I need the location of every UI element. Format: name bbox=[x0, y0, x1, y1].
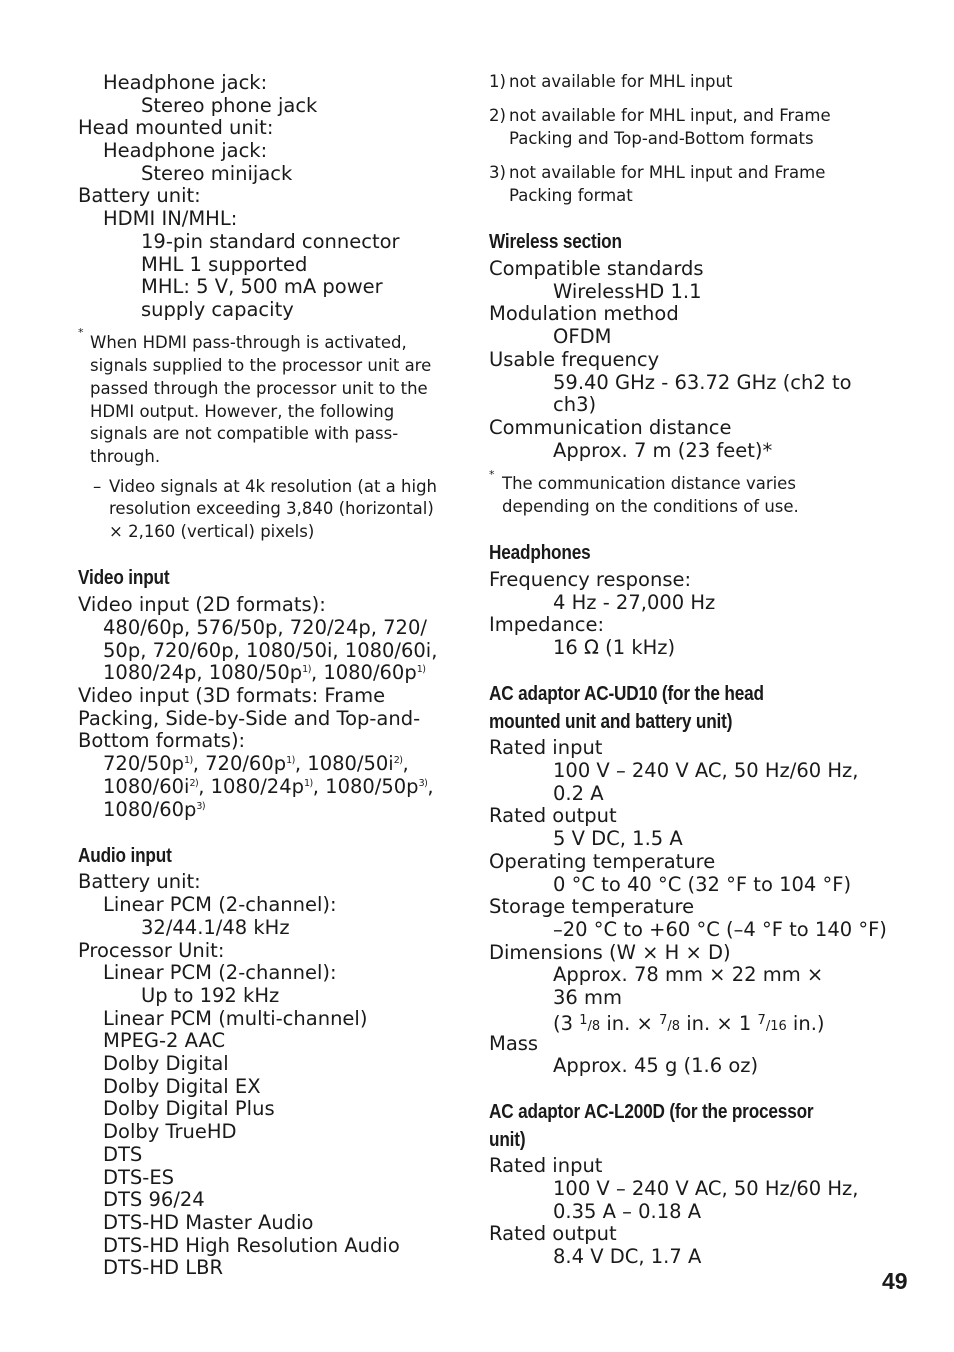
spec-label: Compatible standards bbox=[489, 257, 704, 280]
spec-value: DTS bbox=[103, 1143, 143, 1166]
spec-value: MHL 1 supported bbox=[141, 253, 308, 276]
spec-label: Bottom formats): bbox=[78, 729, 246, 752]
spec-value: 32/44.1/48 kHz bbox=[141, 916, 290, 939]
spec-value: Approx. 78 mm × 22 mm × bbox=[553, 963, 824, 986]
spec-label: Operating temperature bbox=[489, 850, 716, 873]
spec-value: MHL: 5 V, 500 mA power bbox=[141, 275, 383, 298]
footnote-ref: 2) bbox=[393, 755, 403, 766]
footnote-text: not available for MHL input bbox=[509, 72, 733, 91]
spec-value: $1080/60i^{2)}$, $1080/24p^{1)}$, $1080/50p^{3)}$, bbox=[103, 775, 434, 798]
spec-value: MPEG-2 AAC bbox=[103, 1029, 226, 1052]
section-heading-audio-input: Audio input bbox=[78, 845, 172, 867]
page-number: 49 bbox=[882, 1268, 908, 1294]
spec-value: 8.4 V DC, 1.7 A bbox=[553, 1245, 702, 1268]
spec-value: 50p, 720/60p, 1080/50i, 1080/60i, bbox=[103, 639, 438, 662]
spec-value: WirelessHD 1.1 bbox=[553, 280, 702, 303]
spec-value: ch3) bbox=[553, 393, 597, 416]
spec-label: Rated output bbox=[489, 1222, 617, 1245]
spec-value: $1080/60p^{3)}$ bbox=[103, 798, 206, 821]
spec-label: Storage temperature bbox=[489, 895, 695, 918]
footnote-number: 1) bbox=[489, 72, 506, 91]
section-heading-ac-l200d: unit) bbox=[489, 1129, 526, 1151]
spec-value: Approx. 45 g (1.6 oz) bbox=[553, 1054, 759, 1077]
spec-label: Mass bbox=[489, 1032, 539, 1055]
footnote-ref: 1) bbox=[183, 755, 193, 766]
spec-value: 59.40 GHz - 63.72 GHz (ch2 to bbox=[553, 371, 852, 394]
spec-label: Processor Unit: bbox=[78, 939, 225, 962]
footnote-ref: 1) bbox=[302, 664, 311, 675]
spec-value: Stereo phone jack bbox=[141, 94, 318, 117]
spec-label: Linear PCM (2-channel): bbox=[103, 961, 337, 984]
footnote-text: not available for MHL input, and Frame bbox=[509, 106, 831, 125]
note-text: passed through the processor unit to the bbox=[90, 379, 428, 398]
spec-label: Packing, Side-by-Side and Top-and- bbox=[78, 707, 421, 730]
spec-value: 480/60p, 576/50p, 720/24p, 720/ bbox=[103, 616, 427, 639]
footnote-number: 3) bbox=[489, 163, 506, 182]
spec-label: Communication distance bbox=[489, 416, 732, 439]
spec-label: Head mounted unit: bbox=[78, 116, 274, 139]
spec-value: –20 °C to +60 °C (–4 °F to 140 °F) bbox=[553, 918, 887, 941]
spec-value: 0.35 A – 0.18 A bbox=[553, 1200, 702, 1223]
spec-value: Dolby TrueHD bbox=[103, 1120, 237, 1143]
spec-label: Video input (3D formats: Frame bbox=[78, 684, 386, 707]
fraction: 7/16 bbox=[757, 1013, 787, 1034]
section-heading-video-input: Video input bbox=[78, 567, 170, 589]
spec-value: 4 Hz - 27,000 Hz bbox=[553, 591, 716, 614]
note-text: through. bbox=[90, 447, 161, 466]
note-text: When HDMI pass-through is activated, bbox=[90, 333, 407, 352]
spec-label: Headphone jack: bbox=[103, 139, 268, 162]
spec-label: Linear PCM (2-channel): bbox=[103, 893, 337, 916]
spec-value: DTS-HD LBR bbox=[103, 1256, 224, 1279]
spec-label: Rated input bbox=[489, 1154, 603, 1177]
spec-label: Usable frequency bbox=[489, 348, 660, 371]
spec-value: Dolby Digital bbox=[103, 1052, 229, 1075]
spec-value: 100 V – 240 V AC, 50 Hz/60 Hz, bbox=[553, 1177, 859, 1200]
spec-value: (3 1/8 in. × 7/8 in. × 1 7/16 in.) bbox=[553, 1012, 825, 1035]
footnote-text: not available for MHL input and Frame bbox=[509, 163, 826, 182]
footnote-mark: * bbox=[78, 326, 84, 339]
spec-value: $720/50p^{1)}$, $720/60p^{1)}$, $1080/50i^{2)}$, bbox=[103, 752, 409, 775]
note-subitem: × 2,160 (vertical) pixels) bbox=[109, 522, 315, 541]
spec-value: Stereo minijack bbox=[141, 162, 293, 185]
spec-value: 0 °C to 40 °C (32 °F to 104 °F) bbox=[553, 873, 852, 896]
footnote-ref: 1) bbox=[286, 755, 295, 766]
spec-label: Dimensions (W × H × D) bbox=[489, 941, 731, 964]
spec-value: 1080/24p, $1080/50p^{1)}$, $1080/60p^{1)}$ bbox=[103, 661, 426, 684]
footnote-mark: * bbox=[489, 468, 495, 481]
spec-value: Dolby Digital Plus bbox=[103, 1097, 275, 1120]
footnote-number: 2) bbox=[489, 106, 506, 125]
fraction: 1/8 bbox=[579, 1013, 601, 1034]
note-text: signals are not compatible with pass- bbox=[90, 424, 399, 443]
spec-value: Linear PCM (multi-channel) bbox=[103, 1007, 368, 1030]
note-subitem: Video signals at 4k resolution (at a high bbox=[109, 477, 437, 496]
spec-value: 19-pin standard connector bbox=[141, 230, 400, 253]
note-text: depending on the conditions of use. bbox=[502, 497, 799, 516]
spec-value: DTS-HD Master Audio bbox=[103, 1211, 314, 1234]
dash-bullet: – bbox=[93, 477, 102, 496]
spec-label: Battery unit: bbox=[78, 184, 201, 207]
spec-label: HDMI IN/MHL: bbox=[103, 207, 238, 230]
section-heading-headphones: Headphones bbox=[489, 542, 591, 564]
spec-value: supply capacity bbox=[141, 298, 294, 321]
spec-value: 16 Ω (1 kHz) bbox=[553, 636, 676, 659]
spec-value: DTS-ES bbox=[103, 1166, 175, 1189]
footnote-ref: 3) bbox=[418, 778, 428, 789]
spec-value: Up to 192 kHz bbox=[141, 984, 280, 1007]
note-subitem: resolution exceeding 3,840 (horizontal) bbox=[109, 499, 434, 518]
spec-value: OFDM bbox=[553, 325, 612, 348]
section-heading-ac-ud10: mounted unit and battery unit) bbox=[489, 711, 733, 733]
spec-value: DTS-HD High Resolution Audio bbox=[103, 1234, 400, 1257]
spec-label: Modulation method bbox=[489, 302, 679, 325]
spec-label: Rated input bbox=[489, 736, 603, 759]
spec-label: Frequency response: bbox=[489, 568, 692, 591]
spec-label: Headphone jack: bbox=[103, 71, 268, 94]
spec-value: Dolby Digital EX bbox=[103, 1075, 261, 1098]
footnote-ref: 3) bbox=[196, 801, 206, 812]
spec-value: 100 V – 240 V AC, 50 Hz/60 Hz, bbox=[553, 759, 859, 782]
footnote-ref: 1) bbox=[416, 664, 426, 675]
section-heading-ac-l200d: AC adaptor AC-L200D (for the processor bbox=[489, 1101, 814, 1123]
spec-label: Video input (2D formats): bbox=[78, 593, 326, 616]
footnote-text: Packing format bbox=[509, 186, 633, 205]
note-text: The communication distance varies bbox=[502, 474, 796, 493]
note-text: HDMI output. However, the following bbox=[90, 402, 395, 421]
footnote-ref: 2) bbox=[189, 778, 199, 789]
spec-value: 36 mm bbox=[553, 986, 623, 1009]
spec-value: DTS 96/24 bbox=[103, 1188, 205, 1211]
spec-value: 0.2 A bbox=[553, 782, 604, 805]
spec-value: 5 V DC, 1.5 A bbox=[553, 827, 683, 850]
note-text: signals supplied to the processor unit are bbox=[90, 356, 432, 375]
spec-label: Rated output bbox=[489, 804, 617, 827]
footnote-text: Packing and Top-and-Bottom formats bbox=[509, 129, 814, 148]
spec-label: Impedance: bbox=[489, 613, 605, 636]
fraction: 7/8 bbox=[659, 1013, 681, 1034]
spec-label: Battery unit: bbox=[78, 870, 201, 893]
spec-value: Approx. 7 m (23 feet)* bbox=[553, 439, 773, 462]
footnote-ref: 1) bbox=[304, 778, 313, 789]
section-heading-wireless: Wireless section bbox=[489, 231, 622, 253]
section-heading-ac-ud10: AC adaptor AC-UD10 (for the head bbox=[489, 683, 764, 705]
